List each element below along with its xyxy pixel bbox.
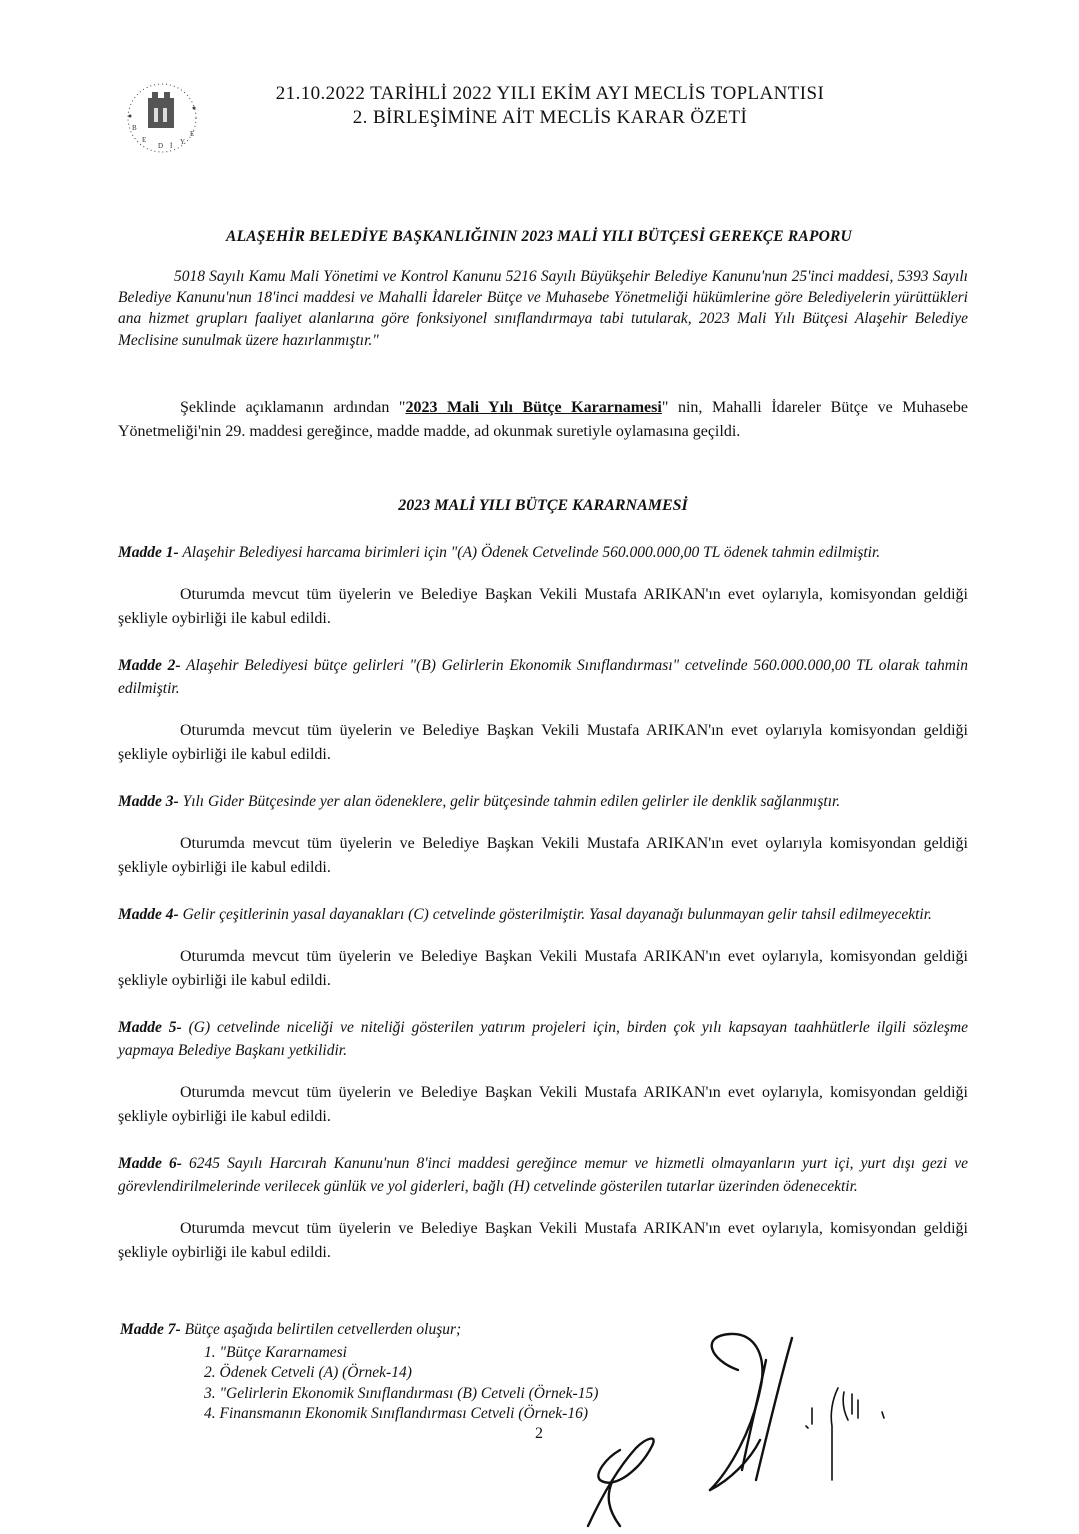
article-label: Madde 4-	[118, 906, 179, 923]
list-item: 2. Ödenek Cetveli (A) (Örnek-14)	[204, 1364, 412, 1381]
article-3	[118, 790, 968, 813]
intro-after: " nin, Mahalli İdareler Bütçe ve Muhasebe Yönetmeliği'nin 29. maddesi gereğince, madde madde, ad okunmak suretiyle oylamasına geçildi.	[118, 399, 969, 440]
article-text: Alaşehir Belediyesi harcama birimleri için "(A) Ödenek Cetvelinde 560.000.000,00 TL ödenek tahmin edilmiştir.	[182, 544, 881, 561]
article-text: (G) cetvelinde niceliği ve niteliği gösterilen yatırım projeleri için, birden çok yılı kapsayan taahhütlerle ilgili sözleşme yapmaya Belediye Başkanı yetkilidir.	[118, 1019, 968, 1059]
article-text: Bütçe aşağıda belirtilen cetvellerden oluşur;	[184, 1321, 462, 1338]
handwritten-signatures-icon	[560, 1330, 920, 1530]
article-label: Madde 3-	[118, 793, 179, 810]
article-label: Madde 7-	[120, 1321, 181, 1338]
article-text: Alaşehir Belediyesi bütçe gelirleri "(B) Gelirlerin Ekonomik Sınıflandırması" cetvelinde 560.000.000,00 TL olarak tahmin edilmiştir.	[118, 657, 968, 697]
intro-paragraph	[118, 396, 968, 443]
article-4-vote: Oturumda mevcut tüm üyelerin ve Belediye Başkan Vekili Mustafa ARIKAN'ın evet oylarıyla, komisyondan geldiği şekliyle oybirliği ile kabul edildi.	[118, 948, 968, 989]
article-5-vote: Oturumda mevcut tüm üyelerin ve Belediye Başkan Vekili Mustafa ARIKAN'ın evet oylarıyla, komisyondan geldiği şekliyle oybirliği ile kabul edildi.	[118, 1084, 968, 1125]
svg-text:Y: Y	[180, 138, 186, 146]
article-2-vote: Oturumda mevcut tüm üyelerin ve Belediye Başkan Vekili Mustafa ARIKAN'ın evet oylarıyla komisyondan geldiği şekliyle oybirliği ile kabul edildi.	[118, 722, 968, 763]
article-5	[118, 1016, 968, 1062]
document-header	[180, 82, 920, 130]
kararname-title: 2023 MALİ YILI BÜTÇE KARARNAMESİ	[398, 497, 688, 514]
svg-text:E: E	[142, 136, 147, 144]
article-text: Yılı Gider Bütçesinde yer alan ödeneklere, gelir bütçesinde tahmin edilen gelirler ile denklik sağlanmıştır.	[182, 793, 841, 810]
article-1	[118, 541, 968, 564]
article-3-vote: Oturumda mevcut tüm üyelerin ve Belediye Başkan Vekili Mustafa ARIKAN'ın evet oylarıyla komisyondan geldiği şekliyle oybirliği ile kabul edildi.	[118, 835, 968, 876]
list-item: 3. "Gelirlerin Ekonomik Sınıflandırması (B) Cetveli (Örnek-15)	[204, 1384, 599, 1402]
article-label: Madde 1-	[118, 544, 179, 561]
article-4	[118, 903, 968, 926]
svg-text:E: E	[190, 130, 195, 138]
svg-text:İ: İ	[170, 142, 173, 150]
intro-before: Şeklinde açıklamanın ardından "	[180, 399, 406, 416]
article-label: Madde 2-	[118, 657, 181, 674]
rationale-text: 5018 Sayılı Kamu Mali Yönetimi ve Kontrol Kanunu 5216 Sayılı Büyükşehir Belediye Kanunu'nun 25'inci maddesi, 5393 Sayılı Belediye Kanunu'nun 18'inci maddesi ve Mahalli İdareler Bütçe ve Muhasebe Yönetmeliği hükümlerine göre Belediyelerin yürüttükleri ana hizmet grupları faaliyet alanlarına göre fonksiyonel sınıflandırmaya tabi tutularak, 2023 Mali Yılı Bütçesi Alaşehir Belediye Meclisine sunulmak üzere hazırlanmıştır."	[118, 268, 968, 349]
article-text: 6245 Sayılı Harcırah Kanunu'nun 8'inci maddesi gereğince memur ve hizmetli olmayanların yurt içi, yurt dışı gezi ve görevlendirilmelerinde verilecek günlük ve yol giderleri, bağlı (H) cetvelinde gösterilen tutarlar üzerinden ödenecektir.	[118, 1155, 968, 1195]
article-label: Madde 6-	[118, 1155, 182, 1172]
rationale-quote	[118, 266, 968, 351]
page-number: 2	[535, 1425, 543, 1442]
article-6	[118, 1152, 968, 1198]
svg-text:D: D	[158, 142, 164, 150]
article-label: Madde 5-	[118, 1019, 182, 1036]
intro-emphasis: 2023 Mali Yılı Bütçe Kararnamesi	[405, 399, 662, 416]
svg-text:B: B	[132, 124, 137, 132]
header-line-2: 2. BİRLEŞİMİNE AİT MECLİS KARAR ÖZETİ	[352, 107, 748, 128]
articles-list	[118, 541, 968, 1265]
list-item: 1. "Bütçe Kararnamesi	[204, 1343, 347, 1361]
list-item: 4. Finansmanın Ekonomik Sınıflandırması Cetveli (Örnek-16)	[204, 1405, 588, 1422]
article-text: Gelir çeşitlerinin yasal dayanakları (C) cetvelinde gösterilmiştir. Yasal dayanağı bulunmayan gelir tahsil edilmeyecektir.	[182, 906, 932, 923]
header-line-1: 21.10.2022 TARİHLİ 2022 YILI EKİM AYI MECLİS TOPLANTISI	[275, 83, 825, 104]
article-6-vote: Oturumda mevcut tüm üyelerin ve Belediye Başkan Vekili Mustafa ARIKAN'ın evet oylarıyla, komisyondan geldiği şekliyle oybirliği ile kabul edildi.	[118, 1220, 968, 1261]
report-title: ALAŞEHİR BELEDİYE BAŞKANLIĞININ 2023 MALİ YILI BÜTÇESİ GEREKÇE RAPORU	[226, 228, 852, 245]
article-1-vote: Oturumda mevcut tüm üyelerin ve Belediye Başkan Vekili Mustafa ARIKAN'ın evet oylarıyla, komisyondan geldiği şekliyle oybirliği ile kabul edildi.	[118, 586, 968, 627]
article-2	[118, 654, 968, 700]
